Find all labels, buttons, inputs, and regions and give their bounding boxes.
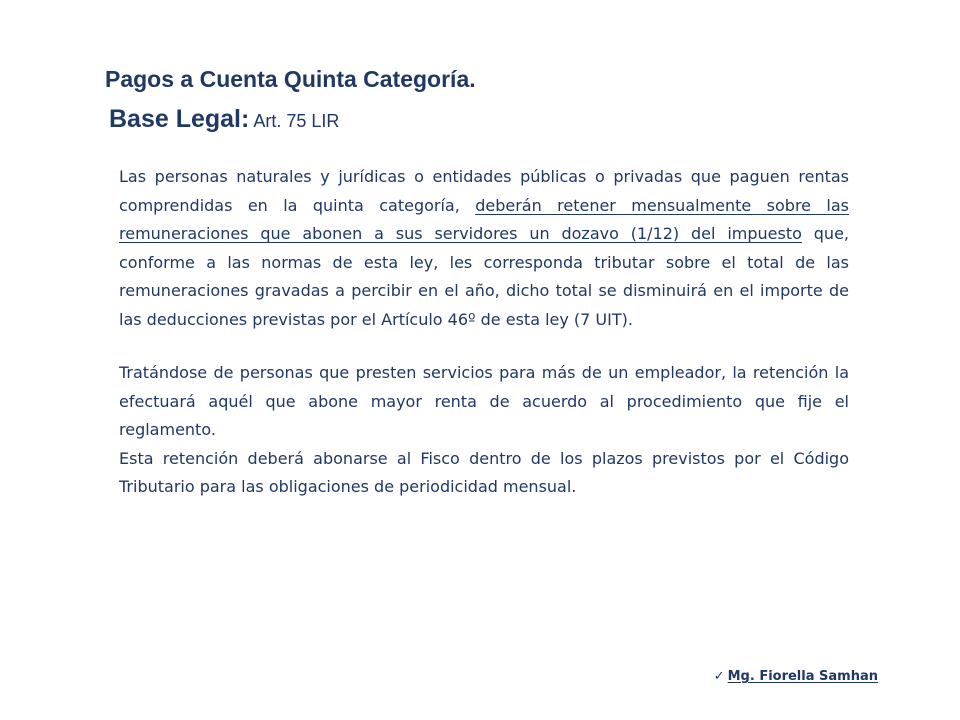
- paragraph-1: [119, 163, 849, 334]
- base-legal: [109, 105, 339, 134]
- paragraph-1-part-1: Las personas naturales y jurídicas o entidades públicas o privadas que paguen rentas comprendidas en la quinta categoría,: [119, 167, 849, 215]
- slide-title: Pagos a Cuenta Quinta Categoría.: [105, 66, 476, 92]
- author-name: Mg. Fiorella Samhan: [727, 669, 878, 684]
- paragraph-1-underlined: deberán retener mensualmente sobre las remuneraciones que abonen a sus servidores un dozavo (1/12) del impuesto: [119, 195, 849, 243]
- body-text: [119, 163, 849, 502]
- paragraph-1-part-2: que, conforme a las normas de esta ley, les corresponda tributar sobre el total de las remuneraciones gravadas a percibir en el año, dicho total se disminuirá en el importe de las deducciones previstas por el Artículo 46º de esta ley (7 UIT).: [119, 224, 849, 329]
- base-legal-label: Base Legal:: [109, 105, 250, 133]
- check-icon: ✓: [713, 669, 725, 684]
- base-legal-value: Art. 75 LIR: [249, 111, 340, 131]
- author-signature: [714, 669, 878, 684]
- paragraph-3: Esta retención deberá abonarse al Fisco dentro de los plazos previstos por el Código Tributario para las obligaciones de periodicidad mensual.: [119, 448, 849, 496]
- paragraph-2: Tratándose de personas que presten servicios para más de un empleador, la retención la efectuará aquél que abone mayor renta de acuerdo al procedimiento que fije el reglamento.: [119, 363, 849, 439]
